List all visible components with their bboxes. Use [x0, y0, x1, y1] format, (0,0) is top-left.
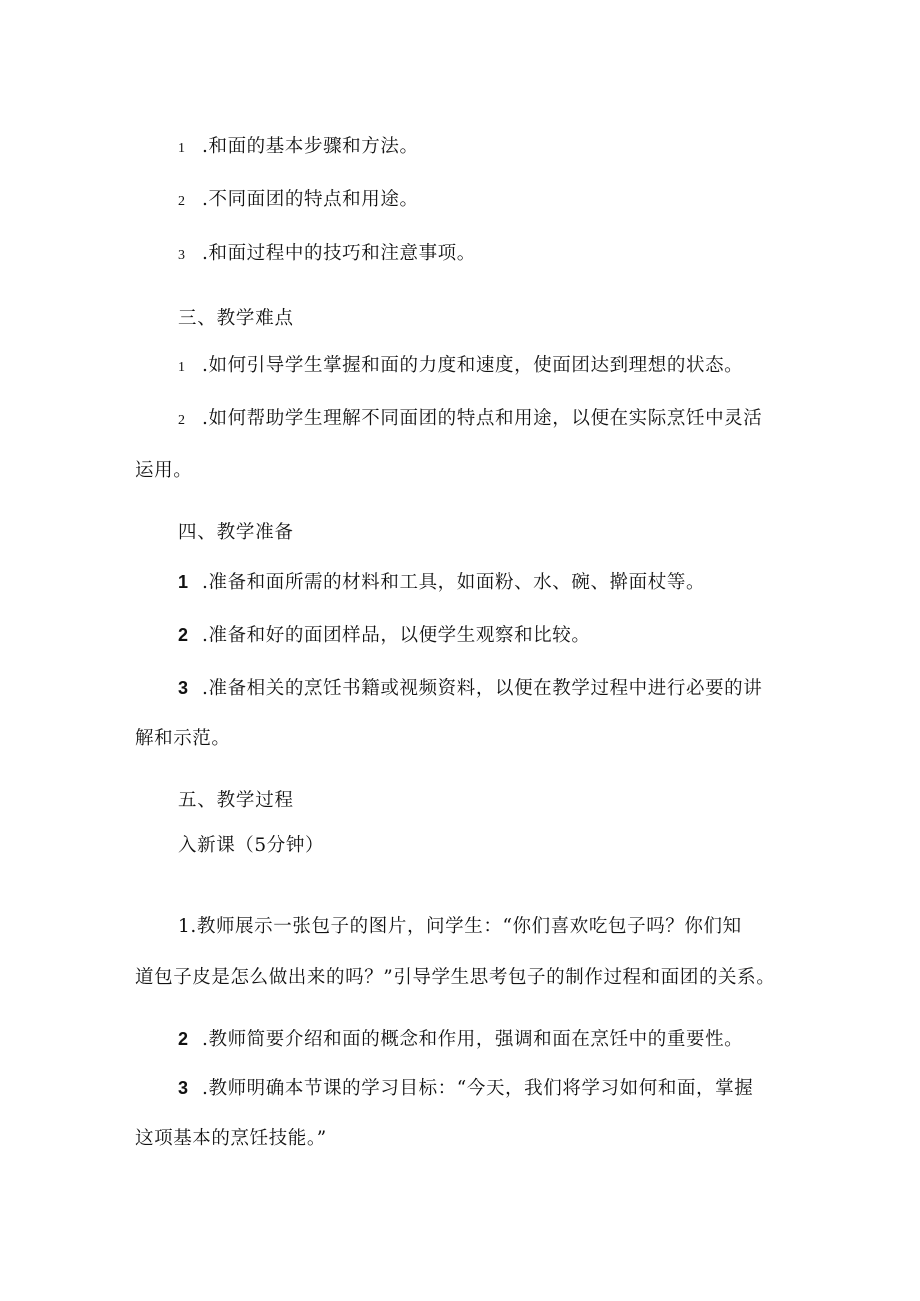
section-heading-preparation: 四、教学准备 [178, 522, 294, 543]
list-text: .准备和面所需的材料和工具，如面粉、水、碗、擀面杖等。 [202, 572, 706, 593]
preparation-2 [178, 623, 920, 648]
key-point-3 [178, 242, 920, 268]
list-text: .如何引导学生掌握和面的力度和速度，使面团达到理想的状态。 [202, 355, 744, 376]
process-2 [178, 1027, 920, 1052]
list-number: 1 [178, 360, 186, 375]
difficulty-2-continuation: 运用。 [135, 460, 193, 481]
list-number: 1 [178, 572, 189, 592]
list-number: 3 [178, 248, 186, 263]
process-3-continuation: 这项基本的烹饪技能。” [135, 1128, 327, 1149]
process-1: 1.教师展示一张包子的图片，问学生：“你们喜欢吃包子吗？你们知 [178, 916, 742, 937]
list-number: 1 [178, 141, 186, 156]
list-text: .准备和好的面团样品，以便学生观察和比较。 [202, 625, 591, 646]
list-number: 2 [178, 194, 186, 209]
process-1-continuation: 道包子皮是怎么做出来的吗？”引导学生思考包子的制作过程和面团的关系。 [135, 967, 776, 988]
list-text: .教师明确本节课的学习目标：“今天，我们将学习如何和面，掌握 [202, 1078, 754, 1099]
preparation-3 [178, 676, 920, 701]
list-number: 3 [178, 678, 189, 698]
list-number: 2 [178, 625, 189, 645]
list-text: .和面的基本步骤和方法。 [202, 136, 419, 157]
list-number: 2 [178, 413, 186, 428]
list-text: .准备相关的烹饪书籍或视频资料，以便在教学过程中进行必要的讲 [202, 678, 763, 699]
list-text: .和面过程中的技巧和注意事项。 [202, 243, 476, 264]
list-text: .如何帮助学生理解不同面团的特点和用途，以便在实际烹饪中灵活 [202, 408, 763, 429]
key-point-1 [178, 135, 920, 161]
preparation-1 [178, 570, 920, 595]
difficulty-2 [178, 407, 920, 433]
list-number: 3 [178, 1078, 189, 1098]
process-3 [178, 1076, 920, 1101]
subsection-intro: 入新课（5分钟） [178, 835, 325, 856]
preparation-3-continuation: 解和示范。 [135, 728, 231, 749]
list-text: .不同面团的特点和用途。 [202, 189, 419, 210]
list-number: 2 [178, 1029, 189, 1049]
difficulty-1 [178, 354, 920, 380]
list-text: .教师简要介绍和面的概念和作用，强调和面在烹饪中的重要性。 [202, 1029, 744, 1050]
key-point-2 [178, 188, 920, 214]
section-heading-process: 五、教学过程 [178, 790, 294, 811]
section-heading-difficulties: 三、教学难点 [178, 308, 294, 329]
